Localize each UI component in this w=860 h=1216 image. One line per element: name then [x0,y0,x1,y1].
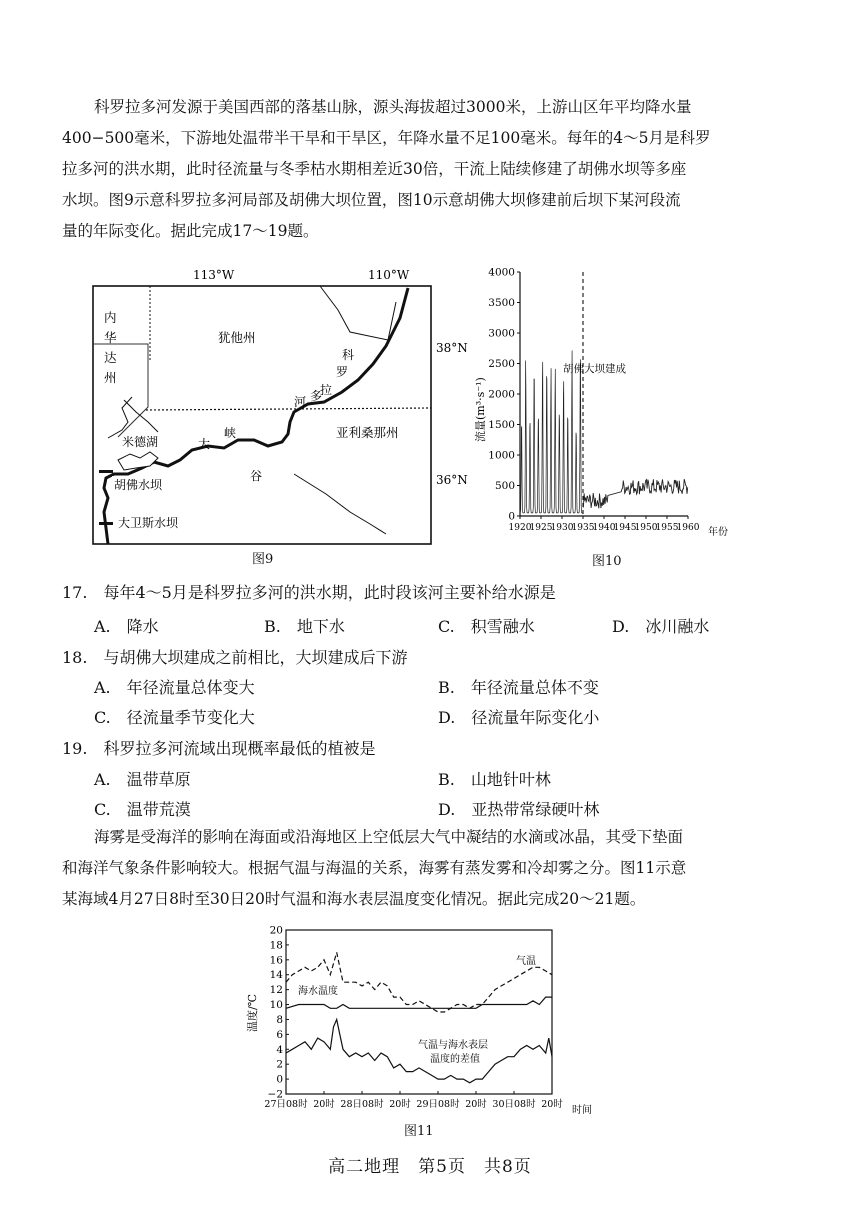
river-label: 河 [294,395,307,409]
fig10-x-tick-label: 1955 [655,523,679,533]
fig11-y-tick-label: 2 [276,1058,283,1071]
lon-label-113w: 113°W [193,268,235,282]
intro2-line: 某海域4月27日8时至30日20时气温和海水表层温度变化情况。据此完成20～21题。 [62,890,646,908]
davis-dam-label: 大卫斯水坝 [118,516,179,530]
tributary-arizona [294,474,386,534]
fig10-y-tick-label: 3500 [488,297,515,309]
fig10-y-tick-label: 4000 [488,266,515,279]
q19-option-b[interactable]: B. 山地针叶林 [438,770,551,789]
canyon-label: 峡 [224,426,237,440]
fig10-x-tick-label: 1940 [592,523,616,533]
nevada-label: 州 [104,370,117,385]
fig11-ylabel: 温度/℃ [246,993,259,1032]
fig11-y-tick-label: 16 [269,954,283,967]
fig10-ylabel: 流量(m³·s⁻¹) [474,377,487,442]
figure-10-chart [468,262,738,542]
fig11-x-tick-label: 27日08时 [264,1099,308,1110]
figure-9-caption: 图9 [252,552,274,567]
fig10-xlabel: 年份 [708,527,728,538]
q17-option-c[interactable]: C. 积雪融水 [438,617,535,636]
fig10-x-tick-label: 1960 [676,523,700,533]
intro1-line: 水坝。图9示意科罗拉多河局部及胡佛大坝位置，图10示意胡佛大坝修建前后坝下某河段流 [62,191,681,209]
river-label: 多 [310,389,323,403]
q17-option-a[interactable]: A. 降水 [94,617,159,636]
nevada-label: 内 [104,310,117,325]
fig10-x-tick-label: 1920 [508,523,532,533]
fig11-y-tick-label: 14 [269,969,283,982]
fig11-series-label-diff: 温度的差值 [430,1054,480,1065]
lat-label-36n: 36°N [436,473,468,487]
fig11-series-label-air: 气温 [516,956,536,967]
fig11-y-tick-label: 20 [269,924,283,937]
tributary-virgin [124,400,158,432]
fig10-x-tick-label: 1930 [550,523,574,533]
fig11-y-tick-label: −2 [267,1088,283,1101]
fig10-x-tick-label: 1925 [529,523,553,533]
intro1-line: 拉多河的洪水期，此时径流量与冬季枯水期相差近30倍，干流上陆续修建了胡佛水坝等多座 [62,160,687,178]
fig10-y-tick-label: 2000 [488,388,515,401]
q18-option-a[interactable]: A. 年径流量总体变大 [94,678,255,697]
utah-label: 犹他州 [218,330,256,345]
question-18: 18. 与胡佛大坝建成之前相比，大坝建成后下游 [62,648,408,667]
fig10-y-tick-label: 1500 [488,419,515,431]
arizona-label: 亚利桑那州 [336,425,399,440]
davis-dam-marker [99,522,113,525]
page-footer: 高二地理 第5页 共8页 [328,1157,532,1177]
q19-option-c[interactable]: C. 温带荒漠 [94,800,191,819]
fig11-xlabel: 时间 [572,1105,592,1116]
nevada-label: 华 [104,330,117,345]
fig11-x-tick-label: 28日08时 [340,1099,384,1110]
lake-mead [118,452,158,470]
q19-option-d[interactable]: D. 亚热带常绿硬叶林 [438,800,600,819]
nevada-boundary [93,344,148,437]
fig11-y-tick-label: 18 [269,939,283,952]
fig10-y-tick-label: 1000 [488,449,515,462]
fig11-y-tick-label: 8 [276,1013,283,1026]
intro1-line: 科罗拉多河发源于美国西部的落基山脉，源头海拔超过3000米，上游山区年平均降水量 [94,98,692,116]
fig11-series-label-sea: 海水温度 [298,986,338,997]
river-label: 科 [342,348,355,362]
fig10-y-tick-label: 2500 [488,358,515,370]
fig11-x-tick-label: 20时 [313,1099,335,1110]
intro2-line: 海雾是受海洋的影响在海面或沿海地区上空低层大气中凝结的水滴或冰晶，其受下垫面 [94,828,684,846]
q19-option-a[interactable]: A. 温带草原 [94,770,191,789]
intro2-line: 和海洋气象条件影响较大。根据气温与海温的关系，海雾有蒸发雾和冷却雾之分。图11示意 [62,859,687,877]
lon-label-110w: 110°W [368,268,410,282]
fig11-series-diff [286,1020,552,1083]
intro-paragraph-1 [62,92,802,247]
fig11-y-tick-label: 0 [276,1073,283,1086]
fig10-y-tick-label: 500 [494,480,515,492]
lat-label-38n: 38°N [436,341,468,355]
fig11-y-tick-label: 4 [276,1043,283,1056]
tributary-south [108,397,132,438]
figure-11-chart [240,920,600,1120]
fig10-y-tick-label: 0 [508,510,515,523]
q17-option-d[interactable]: D. 冰川融水 [612,617,710,636]
hoover-dam-marker [99,470,113,473]
q18-option-d[interactable]: D. 径流量年际变化小 [438,708,600,727]
map-frame [93,286,431,544]
q18-option-b[interactable]: B. 年径流量总体不变 [438,678,599,697]
fig11-series-sea-temp [286,997,552,1008]
fig11-y-tick-label: 12 [269,984,283,997]
fig10-annotation: 胡佛大坝建成 [563,363,626,375]
figure-10-caption: 图10 [592,554,622,569]
river-label: 罗 [336,365,349,379]
fig11-x-tick-label: 20时 [389,1099,411,1110]
fig10-x-tick-label: 1935 [571,523,595,533]
q18-option-c[interactable]: C. 径流量季节变化大 [94,708,255,727]
fig11-y-tick-label: 6 [276,1028,283,1041]
fig10-x-tick-label: 1945 [613,523,637,533]
nevada-label: 达 [104,350,117,365]
question-19: 19. 科罗拉多河流域出现概率最低的植被是 [62,739,376,758]
question-17: 17. 每年4～5月是科罗拉多河的洪水期，此时段该河主要补给水源是 [62,583,556,602]
intro-paragraph-2 [62,822,802,915]
intro1-line: 量的年际变化。据此完成17～19题。 [62,222,319,240]
q17-option-b[interactable]: B. 地下水 [264,617,345,636]
fig11-x-tick-label: 29日08时 [416,1099,460,1110]
fig10-x-tick-label: 1950 [634,523,658,533]
fig10-y-tick-label: 3000 [488,327,515,340]
lake-mead-label: 米德湖 [122,435,159,449]
river-label: 拉 [320,383,333,397]
canyon-label: 谷 [250,469,263,483]
fig11-x-tick-label: 30日08时 [492,1099,536,1110]
fig11-series-label-diff: 气温与海水表层 [418,1040,488,1051]
fig10-series-after [583,479,687,508]
tributary-north [320,286,396,340]
figure-11-caption: 图11 [404,1124,434,1139]
utah-arizona-boundary [146,408,431,410]
canyon-label: 大 [198,437,211,451]
hoover-dam-label: 胡佛水坝 [114,478,163,492]
fig11-plot-frame [286,930,552,1094]
intro1-line: 400−500毫米，下游地处温带半干旱和干旱区，年降水量不足100毫米。每年的4～5月是科罗 [62,129,711,147]
figure-9-map [88,262,468,552]
fig11-series-air-temp [286,952,552,1012]
fig11-x-tick-label: 20时 [541,1099,563,1110]
fig11-x-tick-label: 20时 [465,1099,487,1110]
fig11-y-tick-label: 10 [269,999,283,1012]
